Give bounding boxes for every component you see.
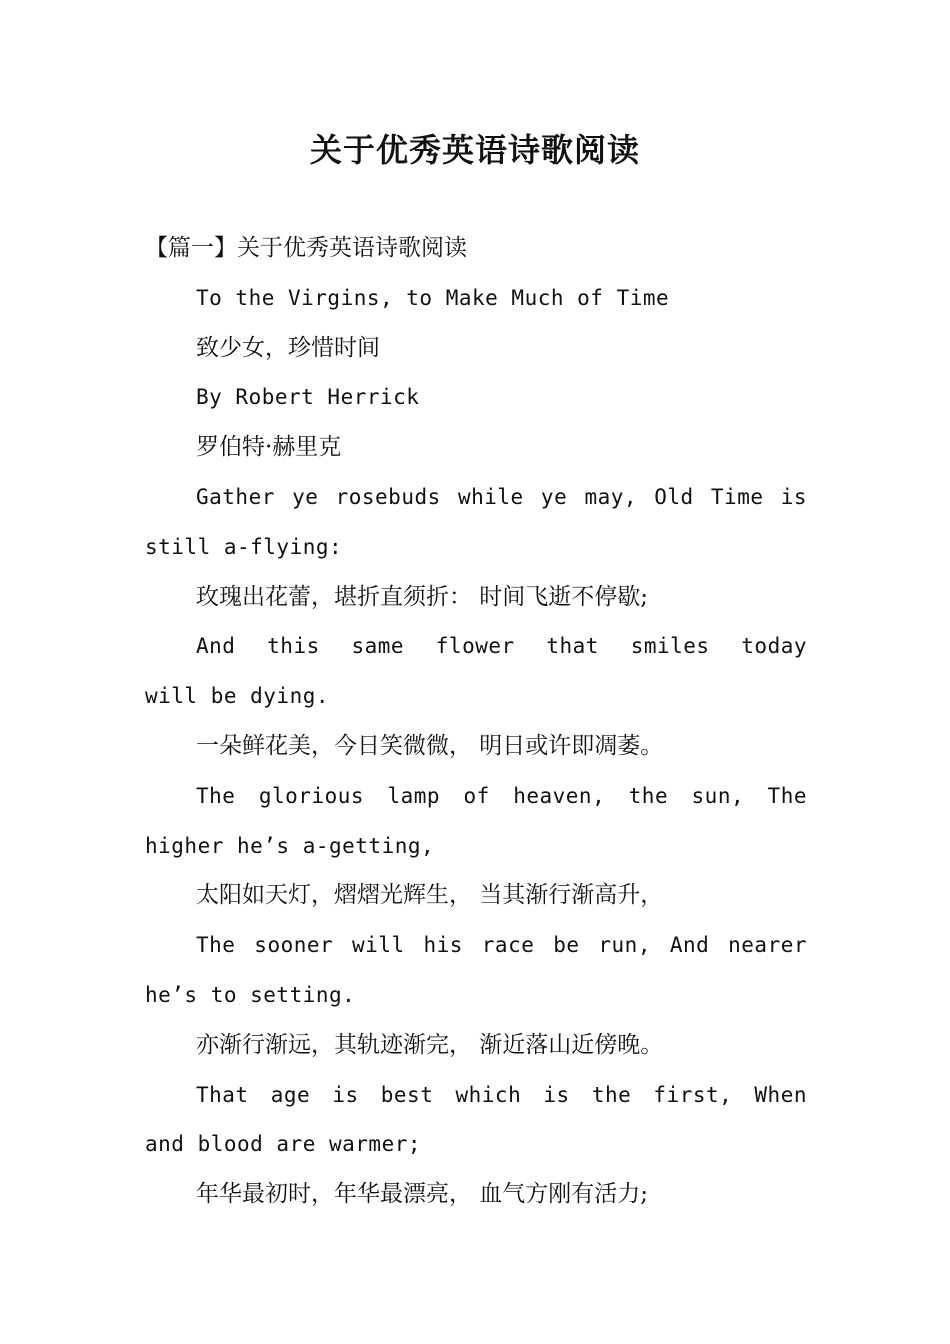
- poem-line-english: To the Virgins, to Make Much of Time: [196, 285, 670, 310]
- document-body: [145, 224, 807, 1220]
- section-heading: 【篇一】关于优秀英语诗歌阅读: [145, 235, 467, 261]
- poem-line-english: still a-flying:: [145, 534, 343, 559]
- poem-line-english: and blood are warmer;: [145, 1132, 422, 1157]
- poem-line-chinese: 致少女，珍惜时间: [196, 334, 380, 361]
- poem-line-english: will be dying.: [145, 684, 330, 709]
- poem-line-english: Gather ye rosebuds while ye may, Old Time is: [196, 484, 807, 509]
- poem-line-english: And this same flower that smiles today: [196, 634, 807, 659]
- poem-line-english: The sooner will his race be run, And nearer: [196, 933, 807, 958]
- poem-line-chinese: 一朵鲜花美，今日笑微微， 明日或许即凋萎。: [196, 732, 664, 759]
- poem-line-chinese: 太阳如天灯，熠熠光辉生， 当其渐行渐高升，: [196, 882, 664, 909]
- document-title: 关于优秀英语诗歌阅读: [309, 131, 640, 169]
- poem-line-english: The glorious lamp of heaven, the sun, The: [196, 783, 807, 808]
- poem-line-chinese: 年华最初时，年华最漂亮， 血气方刚有活力;: [196, 1181, 649, 1208]
- poem-line-chinese: 亦渐行渐远，其轨迹渐完， 渐近落山近傍晚。: [196, 1031, 664, 1058]
- poem-line-english: higher he’s a-getting,: [145, 833, 435, 858]
- poem-line-chinese: 玫瑰出花蕾，堪折直须折： 时间飞逝不停歇;: [196, 583, 649, 610]
- poem-line-english: By Robert Herrick: [196, 385, 420, 410]
- poem-line-english: he’s to setting.: [145, 982, 356, 1007]
- poem-line-english: That age is best which is the first, When: [196, 1082, 807, 1107]
- poem-line-chinese: 罗伯特·赫里克: [196, 434, 342, 461]
